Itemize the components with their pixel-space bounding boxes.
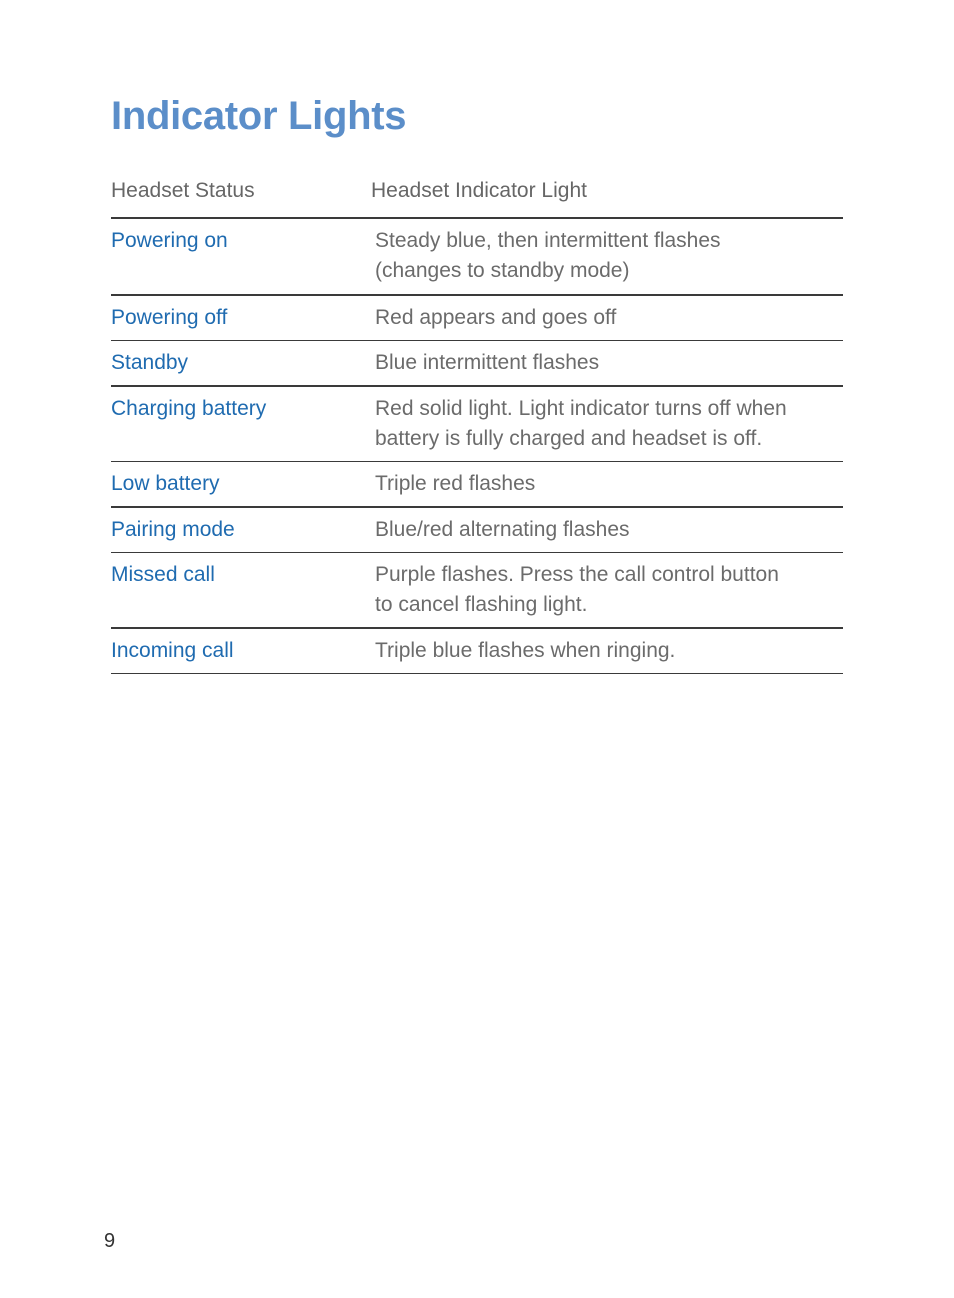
light-line: Red appears and goes off — [375, 306, 617, 329]
table-row — [111, 341, 843, 387]
light-cell — [371, 515, 843, 552]
table-row — [111, 387, 843, 462]
light-line: Triple blue flashes when ringing. — [375, 639, 676, 662]
light-line: (changes to standby mode) — [375, 259, 630, 282]
status-cell: Powering on — [111, 229, 228, 252]
light-line: Blue intermittent flashes — [375, 351, 600, 374]
status-cell: Charging battery — [111, 397, 267, 420]
status-cell: Incoming call — [111, 639, 234, 662]
light-line: Red solid light. Light indicator turns off when — [375, 397, 787, 420]
page-title: Indicator Lights — [111, 94, 407, 138]
light-line: Steady blue, then intermittent flashes — [375, 229, 721, 252]
header-headset-indicator-light: Headset Indicator Light — [371, 179, 587, 202]
table-row — [111, 629, 843, 674]
light-line: Purple flashes. Press the call control button — [375, 563, 779, 586]
light-cell — [371, 394, 843, 461]
light-cell — [371, 636, 843, 673]
table-row — [111, 219, 843, 296]
light-cell — [371, 560, 843, 627]
light-line: battery is fully charged and headset is off. — [375, 427, 763, 450]
status-cell: Low battery — [111, 472, 220, 495]
status-cell: Pairing mode — [111, 518, 235, 541]
status-cell: Missed call — [111, 563, 215, 586]
page-number: 9 — [104, 1230, 116, 1252]
indicator-lights-table — [111, 176, 843, 674]
light-cell — [371, 226, 843, 294]
table-header-row — [111, 176, 843, 219]
light-line: to cancel flashing light. — [375, 593, 588, 616]
status-cell: Powering off — [111, 306, 228, 329]
header-headset-status: Headset Status — [111, 179, 255, 202]
status-cell: Standby — [111, 351, 189, 374]
table-row — [111, 296, 843, 341]
light-cell — [371, 469, 843, 506]
table-row — [111, 508, 843, 553]
table-row — [111, 553, 843, 629]
light-line: Blue/red alternating flashes — [375, 518, 630, 541]
table-row — [111, 462, 843, 508]
light-line: Triple red flashes — [375, 472, 536, 495]
light-cell — [371, 348, 843, 385]
light-cell — [371, 303, 843, 340]
